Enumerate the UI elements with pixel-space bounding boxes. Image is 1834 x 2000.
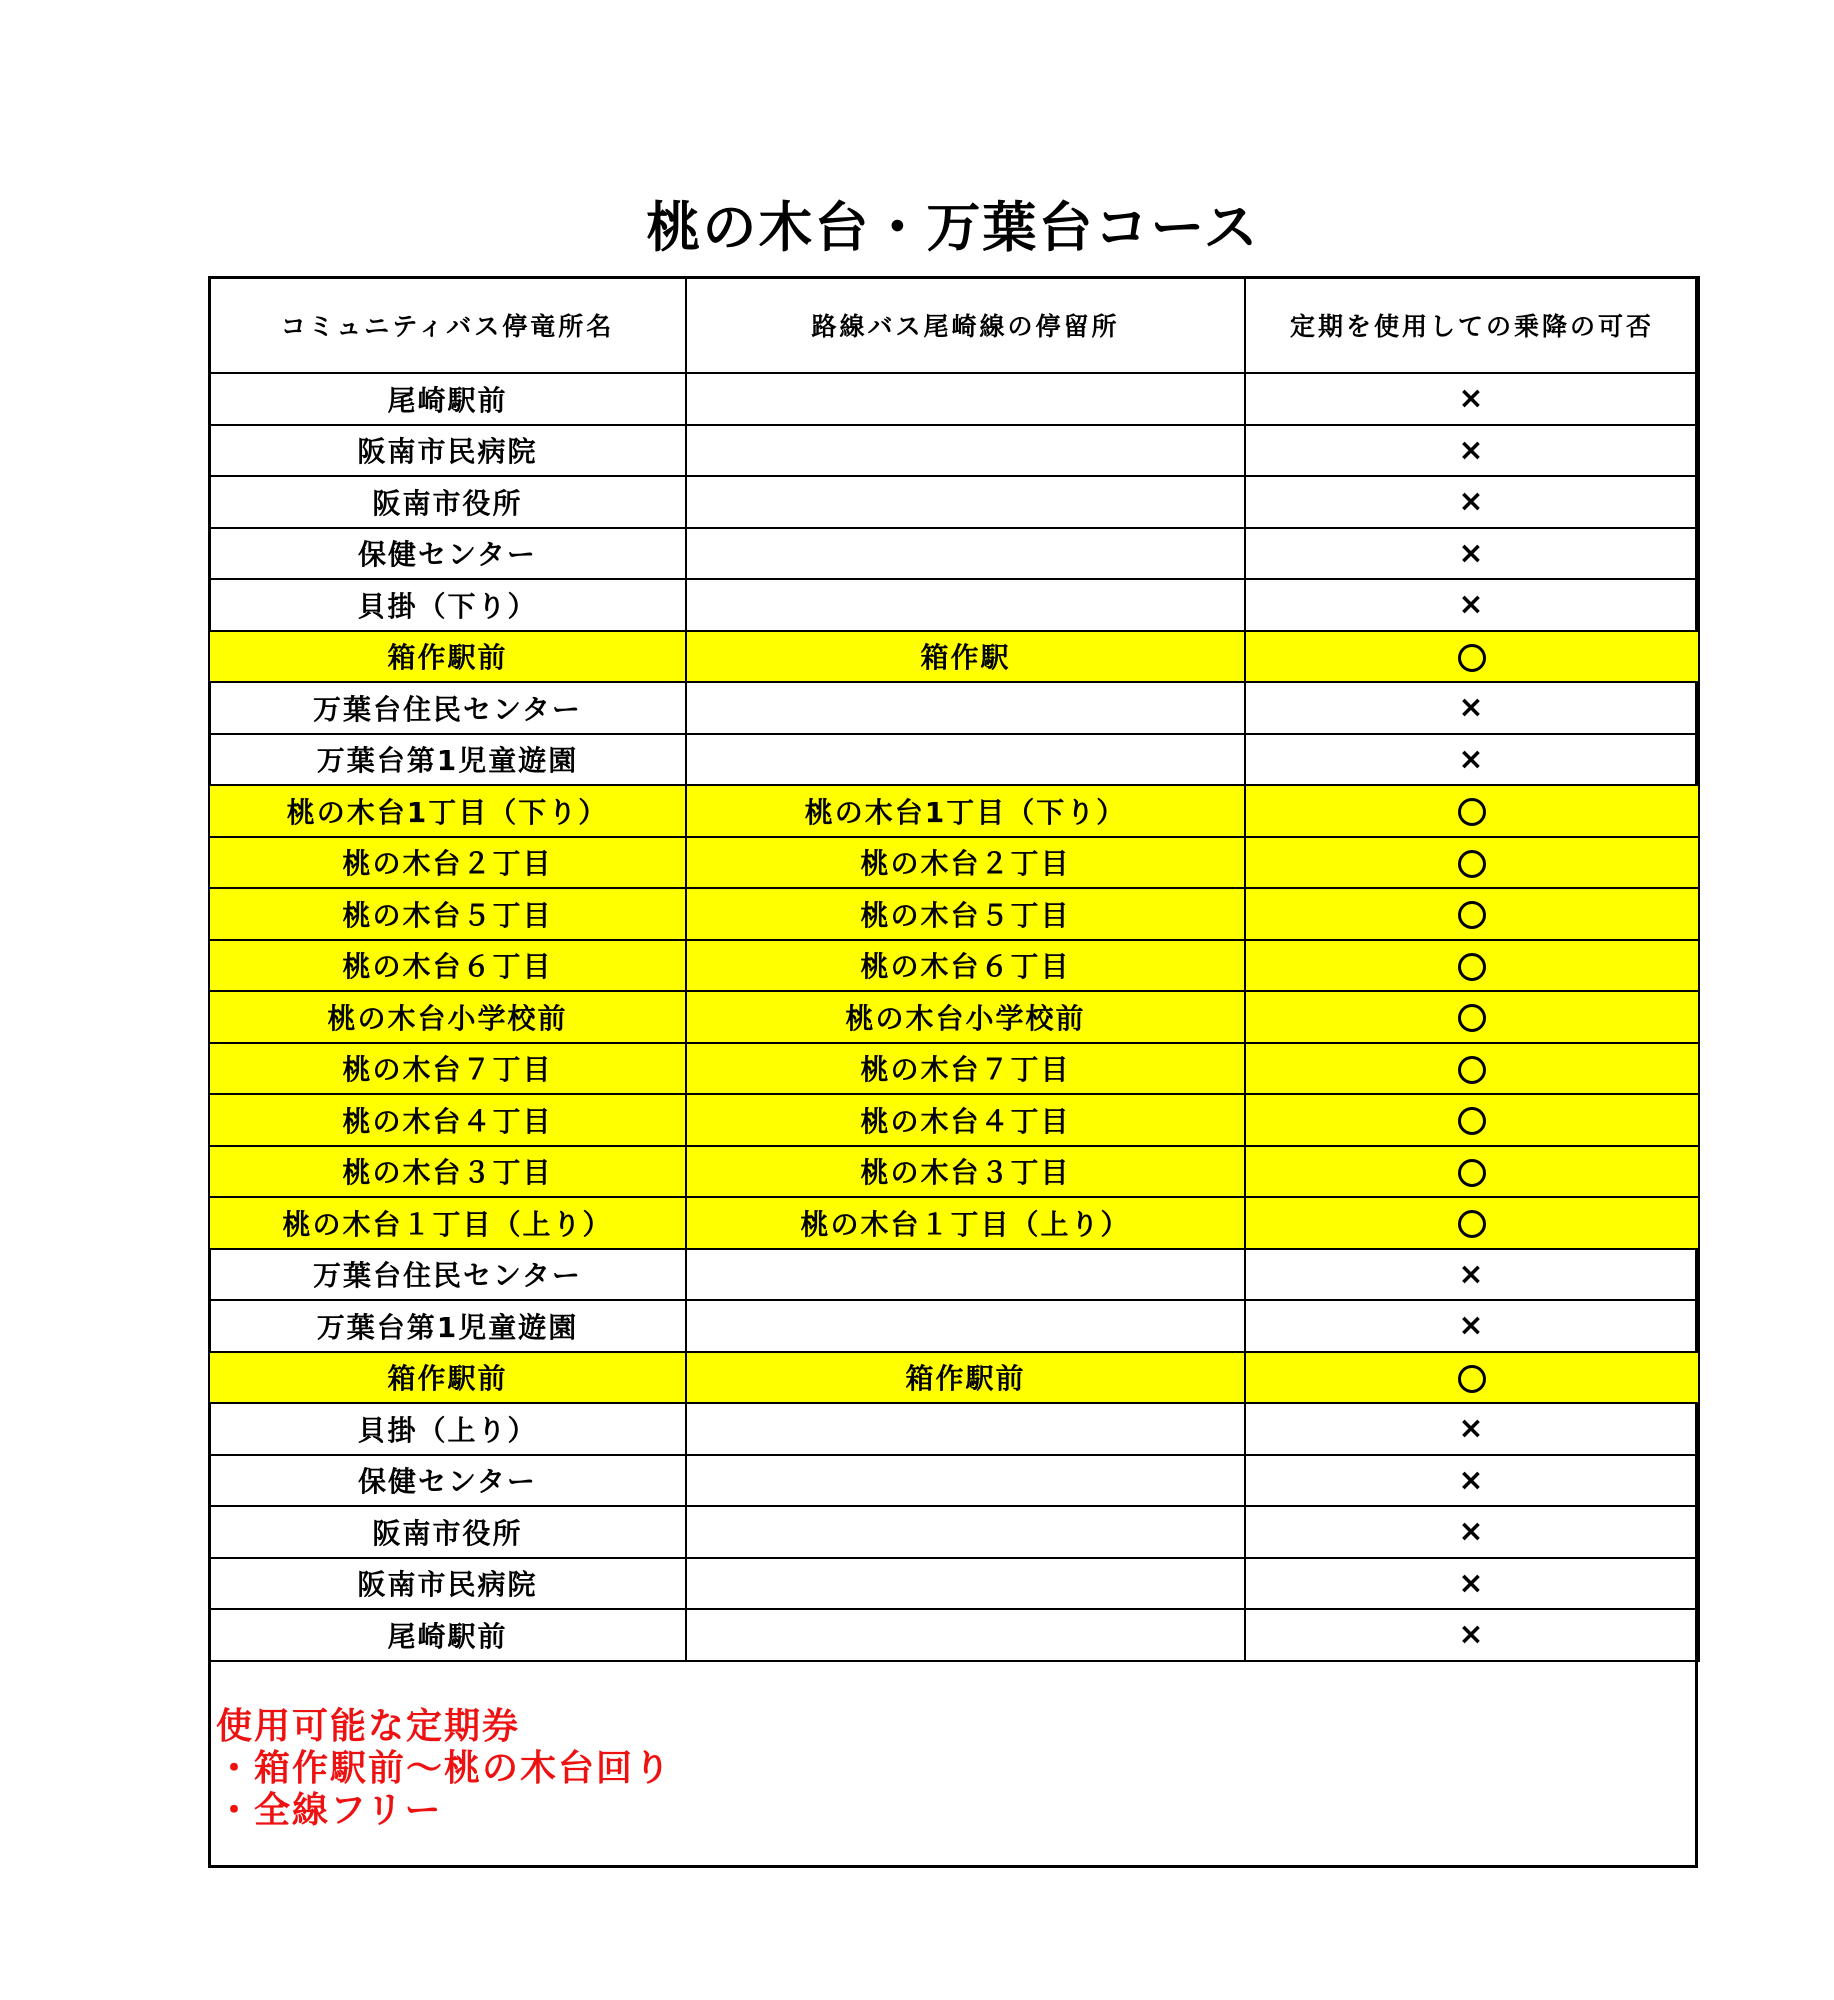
route-stop-cell: 桃の木台７丁目 xyxy=(686,1043,1245,1095)
availability-cell xyxy=(1245,1455,1699,1507)
route-stop-cell: 桃の木台1丁目（下り） xyxy=(686,785,1245,837)
table-row xyxy=(209,1506,1699,1558)
route-stop-cell xyxy=(686,1558,1245,1610)
table-row xyxy=(209,837,1699,889)
page-title: 桃の木台・万葉台コース xyxy=(646,196,1260,259)
availability-cell xyxy=(1245,476,1699,528)
table-row xyxy=(209,785,1699,837)
route-stop-cell: 桃の木台２丁目 xyxy=(686,837,1245,889)
notes-item: ・箱作駅前～桃の木台回り xyxy=(216,1748,673,1789)
availability-cell xyxy=(1245,425,1699,477)
community-stop-cell: 尾崎駅前 xyxy=(209,373,686,425)
community-stop-cell: 箱作駅前 xyxy=(209,631,686,683)
cross-mark: × xyxy=(1458,741,1486,777)
cross-mark: × xyxy=(1458,1411,1486,1447)
header-route-stop: 路線バス尾崎線の停留所 xyxy=(686,277,1245,373)
bus-stop-table xyxy=(208,276,1700,1662)
table-row xyxy=(209,1249,1699,1301)
table-row xyxy=(209,1094,1699,1146)
table-row xyxy=(209,528,1699,580)
community-stop-cell: 貝掛（下り） xyxy=(209,579,686,631)
community-stop-cell: 万葉台第1児童遊園 xyxy=(209,1300,686,1352)
availability-cell xyxy=(1245,837,1699,889)
community-stop-cell: 桃の木台２丁目 xyxy=(209,837,686,889)
community-stop-cell: 尾崎駅前 xyxy=(209,1609,686,1661)
route-stop-cell xyxy=(686,1403,1245,1455)
route-stop-cell: 桃の木台小学校前 xyxy=(686,991,1245,1043)
community-stop-cell: 桃の木台１丁目（上り） xyxy=(209,1197,686,1249)
cross-mark: × xyxy=(1458,1462,1486,1498)
cross-mark: × xyxy=(1458,1514,1486,1550)
table-row xyxy=(209,940,1699,992)
route-stop-cell xyxy=(686,1455,1245,1507)
availability-cell xyxy=(1245,991,1699,1043)
header-availability: 定期を使用しての乗降の可否 xyxy=(1245,277,1699,373)
availability-cell xyxy=(1245,1506,1699,1558)
cross-mark: × xyxy=(1458,535,1486,571)
table-row xyxy=(209,1558,1699,1610)
table-row xyxy=(209,373,1699,425)
table-row xyxy=(209,1146,1699,1198)
availability-cell xyxy=(1245,1609,1699,1661)
community-stop-cell: 貝掛（上り） xyxy=(209,1403,686,1455)
circle-mark-icon xyxy=(1458,901,1486,929)
route-stop-cell: 箱作駅 xyxy=(686,631,1245,683)
route-stop-cell xyxy=(686,1506,1245,1558)
route-stop-cell xyxy=(686,476,1245,528)
community-stop-cell: 桃の木台３丁目 xyxy=(209,1146,686,1198)
circle-mark-icon xyxy=(1458,1365,1486,1393)
availability-cell xyxy=(1245,579,1699,631)
availability-cell xyxy=(1245,1249,1699,1301)
route-stop-cell xyxy=(686,682,1245,734)
availability-cell xyxy=(1245,373,1699,425)
cross-mark: × xyxy=(1458,381,1486,417)
table-row xyxy=(209,1403,1699,1455)
community-stop-cell: 保健センター xyxy=(209,1455,686,1507)
availability-cell xyxy=(1245,631,1699,683)
community-stop-cell: 阪南市民病院 xyxy=(209,425,686,477)
community-stop-cell: 桃の木台小学校前 xyxy=(209,991,686,1043)
route-stop-cell: 桃の木台３丁目 xyxy=(686,1146,1245,1198)
cross-mark: × xyxy=(1458,1308,1486,1344)
availability-cell xyxy=(1245,1043,1699,1095)
community-stop-cell: 桃の木台４丁目 xyxy=(209,1094,686,1146)
availability-cell xyxy=(1245,1352,1699,1404)
route-stop-cell xyxy=(686,373,1245,425)
circle-mark-icon xyxy=(1458,850,1486,878)
community-stop-cell: 万葉台住民センター xyxy=(209,682,686,734)
table-body xyxy=(209,373,1699,1661)
community-stop-cell: 万葉台住民センター xyxy=(209,1249,686,1301)
route-stop-cell xyxy=(686,425,1245,477)
cross-mark: × xyxy=(1458,690,1486,726)
table-row xyxy=(209,734,1699,786)
table-row xyxy=(209,579,1699,631)
route-stop-cell: 桃の木台１丁目（上り） xyxy=(686,1197,1245,1249)
community-stop-cell: 阪南市民病院 xyxy=(209,1558,686,1610)
circle-mark-icon xyxy=(1458,1004,1486,1032)
table-row xyxy=(209,991,1699,1043)
route-stop-cell xyxy=(686,1249,1245,1301)
cross-mark: × xyxy=(1458,484,1486,520)
availability-cell xyxy=(1245,1197,1699,1249)
availability-cell xyxy=(1245,682,1699,734)
route-stop-cell xyxy=(686,1609,1245,1661)
table-row xyxy=(209,1043,1699,1095)
cross-mark: × xyxy=(1458,587,1486,623)
table-row xyxy=(209,682,1699,734)
availability-cell xyxy=(1245,785,1699,837)
community-stop-cell: 保健センター xyxy=(209,528,686,580)
notes-item: ・全線フリー xyxy=(216,1790,443,1831)
cross-mark: × xyxy=(1458,432,1486,468)
availability-cell xyxy=(1245,528,1699,580)
availability-cell xyxy=(1245,888,1699,940)
cross-mark: × xyxy=(1458,1565,1486,1601)
availability-cell xyxy=(1245,734,1699,786)
route-stop-cell xyxy=(686,1300,1245,1352)
availability-cell xyxy=(1245,1403,1699,1455)
community-stop-cell: 桃の木台５丁目 xyxy=(209,888,686,940)
route-stop-cell xyxy=(686,528,1245,580)
availability-cell xyxy=(1245,940,1699,992)
table-row xyxy=(209,425,1699,477)
route-stop-cell: 桃の木台４丁目 xyxy=(686,1094,1245,1146)
route-stop-cell xyxy=(686,734,1245,786)
circle-mark-icon xyxy=(1458,644,1486,672)
circle-mark-icon xyxy=(1458,1056,1486,1084)
community-stop-cell: 桃の木台６丁目 xyxy=(209,940,686,992)
table-row xyxy=(209,1300,1699,1352)
availability-cell xyxy=(1245,1558,1699,1610)
cross-mark: × xyxy=(1458,1617,1486,1653)
route-stop-cell: 桃の木台５丁目 xyxy=(686,888,1245,940)
community-stop-cell: 万葉台第1児童遊園 xyxy=(209,734,686,786)
route-stop-cell: 箱作駅前 xyxy=(686,1352,1245,1404)
header-community-stop: コミュニティバス停竜所名 xyxy=(209,277,686,373)
route-stop-cell: 桃の木台６丁目 xyxy=(686,940,1245,992)
table-row xyxy=(209,888,1699,940)
table-row xyxy=(209,1455,1699,1507)
circle-mark-icon xyxy=(1458,1107,1486,1135)
circle-mark-icon xyxy=(1458,1210,1486,1238)
ticket-notes xyxy=(216,1706,672,1832)
route-stop-cell xyxy=(686,579,1245,631)
table-row xyxy=(209,1352,1699,1404)
table-row xyxy=(209,631,1699,683)
community-stop-cell: 桃の木台1丁目（下り） xyxy=(209,785,686,837)
community-stop-cell: 桃の木台７丁目 xyxy=(209,1043,686,1095)
circle-mark-icon xyxy=(1458,1159,1486,1187)
circle-mark-icon xyxy=(1458,798,1486,826)
cross-mark: × xyxy=(1458,1256,1486,1292)
availability-cell xyxy=(1245,1146,1699,1198)
availability-cell xyxy=(1245,1300,1699,1352)
community-stop-cell: 阪南市役所 xyxy=(209,476,686,528)
table-row xyxy=(209,476,1699,528)
community-stop-cell: 阪南市役所 xyxy=(209,1506,686,1558)
table-row xyxy=(209,1609,1699,1661)
circle-mark-icon xyxy=(1458,953,1486,981)
availability-cell xyxy=(1245,1094,1699,1146)
table-header-row xyxy=(209,277,1699,373)
table-row xyxy=(209,1197,1699,1249)
community-stop-cell: 箱作駅前 xyxy=(209,1352,686,1404)
notes-heading: 使用可能な定期券 xyxy=(216,1706,521,1747)
